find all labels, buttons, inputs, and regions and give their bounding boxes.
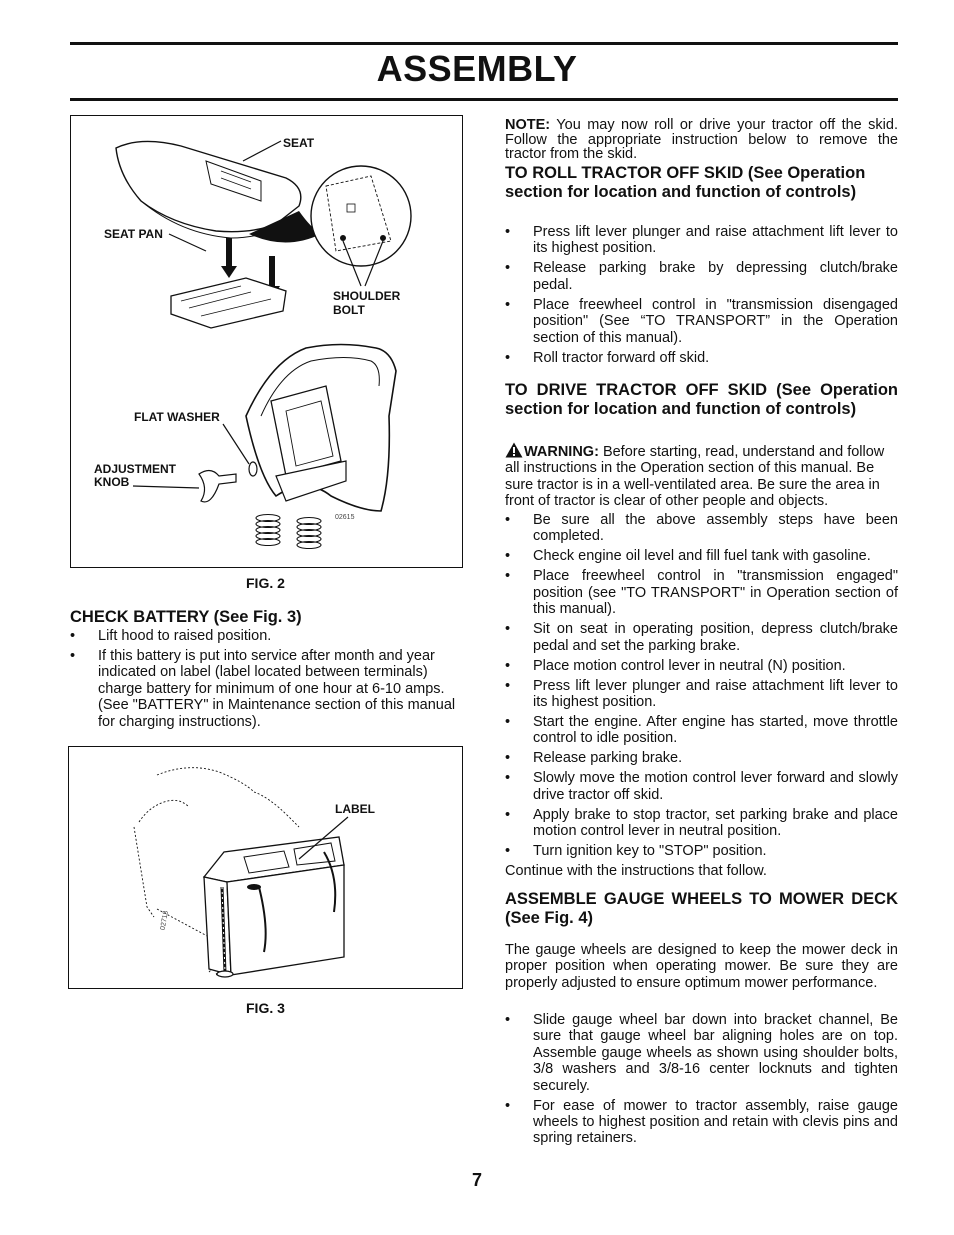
warning-text: Before starting, read, understand and follow all instructions in the Operation section of this manual. Be sure tractor is in a well-ventilated area. Be sure the area in front of tractor is clear of other people and objects. [505,444,885,510]
figure-3 [68,746,463,989]
list-item: • Lift hood to raised position. [70,628,460,644]
list-item: • Be sure all the above assembly steps have been completed. [505,512,898,545]
list-item: • Slowly move the motion control lever forward and slowly drive tractor off skid. [505,770,898,803]
figure-2-code: 02615 [335,514,355,521]
gauge-intro: The gauge wheels are designed to keep the mower deck in proper position when operating mower. Be sure they are properly adjusted to ensure optimum mower performance. [505,942,898,991]
list-item: • Press lift lever plunger and raise attachment lift lever to its highest position. [505,678,898,711]
list-item: • Place freewheel control in "transmission disengaged position" (See “TO TRANSPORT” in the Operation section of this manual). [505,297,898,346]
page-title: ASSEMBLY [376,48,578,89]
roll-heading: TO ROLL TRACTOR OFF SKID (See Operation section for location and function of controls) [505,164,866,201]
battery-illustration [69,747,462,988]
warning-triangle-icon [505,442,523,458]
list-item: • Roll tractor forward off skid. [505,350,898,366]
list-item: • Sit on seat in operating position, depress clutch/brake pedal and set the parking brake. [505,621,898,654]
figure-2 [70,115,463,568]
gauge-heading: ASSEMBLE GAUGE WHEELS TO MOWER DECK (See Fig. 4) [505,890,898,927]
drive-heading: TO DRIVE TRACTOR OFF SKID (See Operation section for location and function of controls) [505,381,898,418]
list-item: • Release parking brake by depressing clutch/brake pedal. [505,260,898,293]
list-item: • Start the engine. After engine has started, move throttle control to idle position. [505,714,898,747]
roll-list [505,224,898,366]
list-item: • If this battery is put into service after month and year indicated on label (label located between terminals) charge battery for minimum of one hour at 6-10 amps. (See "BATTERY" in Maintenance section of this manual for charging instructions). [70,648,460,730]
list-item: • Place freewheel control in "transmission engaged" position (see "TO TRANSPORT" in Operation section of this manual). [505,568,898,617]
list-item: • For ease of mower to tractor assembly, raise gauge wheels to highest position and retain with clevis pins and spring retainers. [505,1098,898,1147]
list-item: • Release parking brake. [505,750,898,766]
label-shoulder-bolt-1: SHOULDER [333,289,401,303]
drive-list [505,512,898,860]
note-paragraph [505,118,898,162]
check-battery-heading: CHECK BATTERY (See Fig. 3) [70,608,302,626]
list-item: • Check engine oil level and fill fuel tank with gasoline. [505,548,898,564]
seat-assembly-illustration [71,116,462,567]
warning-lead: WARNING: [524,444,599,460]
list-item: • Place motion control lever in neutral (N) position. [505,658,898,674]
figure-3-code: 02713 [159,910,170,931]
list-item: • Turn ignition key to "STOP" position. [505,843,898,859]
header-rule-bottom [70,98,898,101]
label-adjustment-knob-2: KNOB [94,475,130,489]
figure-2-caption: FIG. 2 [246,575,285,591]
note-lead: NOTE: [505,117,551,133]
list-item: • Slide gauge wheel bar down into bracket channel, Be sure that gauge wheel bar aligning holes are on top. Assemble gauge wheels as shown using shoulder bolts, 3/8 washers and 3/8-16 center locknuts and tighten securely. [505,1012,898,1094]
list-item: • Apply brake to stop tractor, set parking brake and place motion control lever in neutral position. [505,807,898,840]
label-label: LABEL [335,802,375,816]
continue-text: Continue with the instructions that follow. [505,863,767,879]
label-seat-pan: SEAT PAN [104,227,163,241]
note-text: You may now roll or drive your tractor off the skid. Follow the appropriate instruction below to remove the tractor from the skid. [505,117,898,163]
label-adjustment-knob-1: ADJUSTMENT [94,462,177,476]
figure-3-caption: FIG. 3 [246,1000,285,1016]
header-rule-top [70,42,898,45]
label-flat-washer: FLAT WASHER [134,410,220,424]
label-shoulder-bolt-2: BOLT [333,303,365,317]
label-seat: SEAT [283,136,315,150]
gauge-list [505,1012,898,1147]
check-battery-list [70,628,460,730]
warning-paragraph [505,442,898,510]
page-number: 7 [471,1170,482,1190]
list-item: • Press lift lever plunger and raise attachment lift lever to its highest position. [505,224,898,257]
